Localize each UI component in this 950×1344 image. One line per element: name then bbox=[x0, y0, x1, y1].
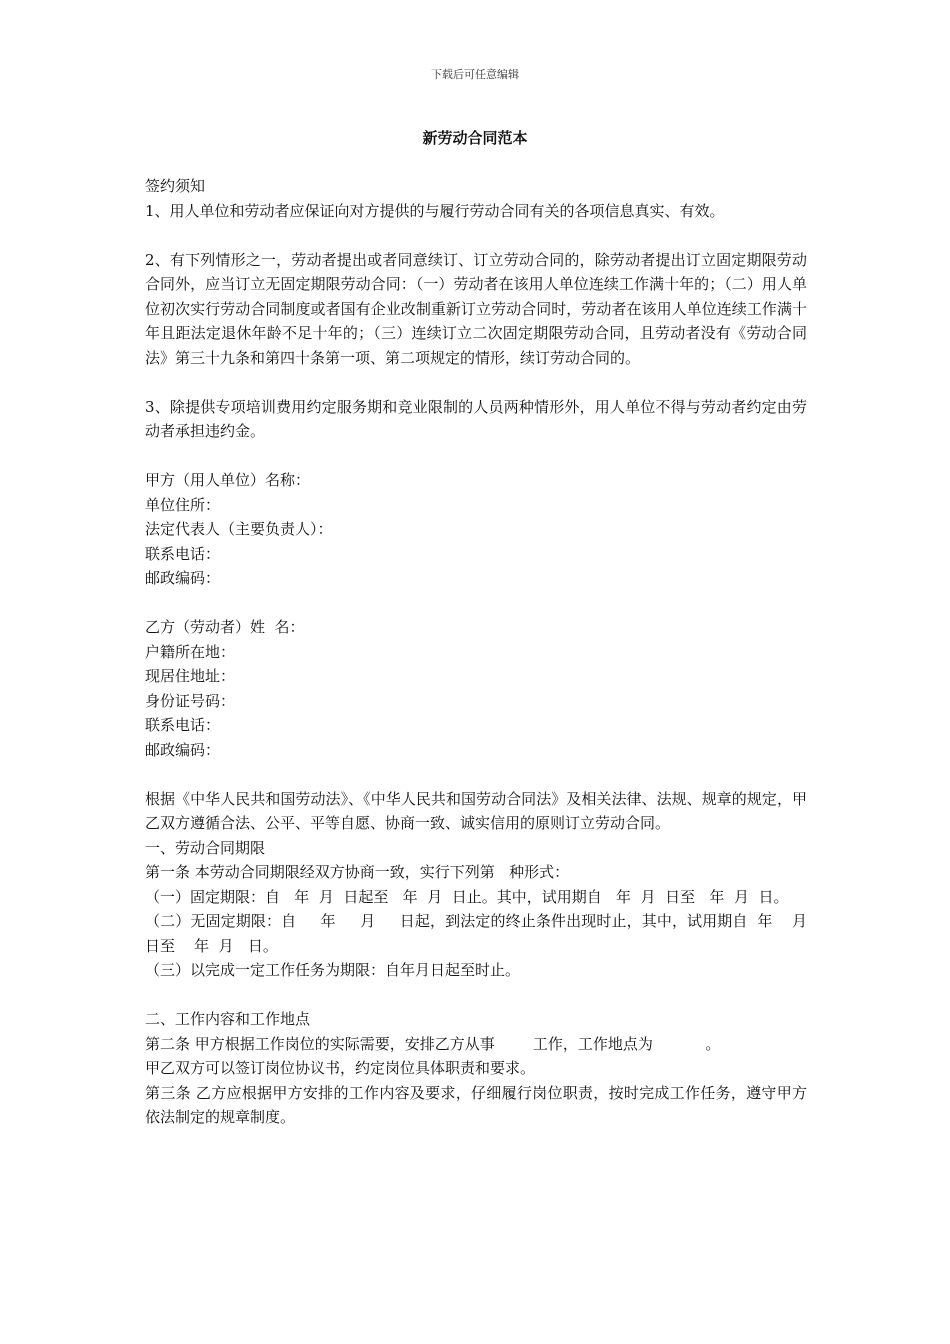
article-1: 第一条 本劳动合同期限经双方协商一致，实行下列第 种形式： bbox=[145, 863, 570, 881]
party-b-postcode: 邮政编码： bbox=[145, 740, 221, 759]
party-b-household: 户籍所在地： bbox=[145, 642, 236, 661]
term-option-3: （三）以完成一定工作任务为期限：自年月日起至时止。 bbox=[145, 961, 521, 979]
party-a-representative: 法定代表人（主要负责人）： bbox=[145, 520, 333, 538]
party-b-phone: 联系电话： bbox=[145, 716, 221, 734]
party-a-phone: 联系电话： bbox=[145, 544, 221, 563]
preamble: 根据《中华人民共和国劳动法》、《中华人民共和国劳动合同法》及相关法律、法规、规章的规定，甲乙双方遵循合法、公平、平等自愿、协商一致、诚实信用的原则订立劳动合同。 bbox=[145, 789, 807, 832]
party-b-residence: 现居住地址： bbox=[145, 667, 236, 685]
notice-item-1: 1、用人单位和劳动者应保证向对方提供的与履行劳动合同有关的各项信息真实、有效。 bbox=[145, 201, 725, 220]
notice-item-2: 2、有下列情形之一，劳动者提出或者同意续订、订立劳动合同的，除劳动者提出订立固定期限劳动合同外，应当订立无固定期限劳动合同：（一）劳动者在该用人单位连续工作满十年的；（二）用人单位初次实行劳动合同制度或者国有企业改制重新订立劳动合同时，劳动者在该用人单位连续工作满十年且距法定退休年龄不足十年的；（三）连续订立二次固定期限劳动合同，且劳动者没有《劳动合同法》第三十九条和第四十条第一项、第二项规定的情形，续订劳动合同的。 bbox=[145, 250, 807, 367]
section-2-heading: 二、工作内容和工作地点 bbox=[145, 1010, 311, 1028]
spacer bbox=[145, 370, 807, 395]
party-a-postcode: 邮政编码： bbox=[145, 569, 221, 587]
spacer bbox=[145, 444, 807, 469]
spacer bbox=[145, 223, 807, 248]
section-1-heading: 一、劳动合同期限 bbox=[145, 838, 266, 857]
term-option-2: （二）无固定期限：自 年 月 日起，到法定的终止条件出现时止，其中，试用期自 年 月 日至 年 月 日。 bbox=[145, 912, 822, 955]
spacer bbox=[145, 762, 807, 787]
notice-item-3: 3、除提供专项培训费用约定服务期和竞业限制的人员两种情形外，用人单位不得与劳动者约定由劳动者承担违约金。 bbox=[145, 397, 807, 440]
party-b-id-number: 身份证号码： bbox=[145, 691, 236, 710]
article-3: 第三条 乙方应根据甲方安排的工作内容及要求，仔细履行岗位职责，按时完成工作任务，遵守甲方依法制定的规章制度。 bbox=[145, 1083, 807, 1126]
document-body bbox=[145, 174, 822, 1130]
spacer bbox=[145, 983, 807, 1008]
document-title: 新劳动合同范本 bbox=[422, 129, 528, 147]
page-header: 下载后可任意编辑 bbox=[431, 68, 519, 81]
party-a-address: 单位住所： bbox=[145, 495, 221, 514]
notice-heading: 签约须知 bbox=[145, 177, 206, 195]
term-option-1: （一）固定期限：自 年 月 日起至 年 月 日止。其中，试用期自 年 月 日至 年 月 日。 bbox=[145, 887, 789, 906]
job-agreement: 甲乙双方可以签订岗位协议书，约定岗位具体职责和要求。 bbox=[145, 1059, 536, 1077]
article-2: 第二条 甲方根据工作岗位的实际需要，安排乙方从事 工作，工作地点为 。 bbox=[145, 1034, 721, 1053]
spacer bbox=[145, 591, 807, 616]
party-a-name: 甲方（用人单位）名称： bbox=[145, 471, 311, 489]
party-b-name: 乙方（劳动者）姓 名： bbox=[145, 618, 305, 636]
